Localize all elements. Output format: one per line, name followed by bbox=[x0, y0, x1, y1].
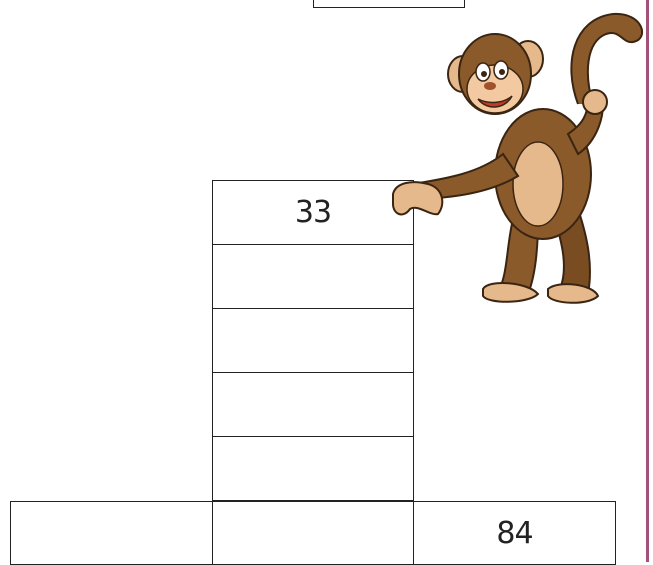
column-cell-4[interactable] bbox=[212, 372, 414, 437]
column-cell-1[interactable]: 33 bbox=[212, 180, 414, 245]
monkey-icon bbox=[388, 4, 648, 309]
base-cell-left[interactable] bbox=[10, 501, 213, 565]
column-cell-3[interactable] bbox=[212, 308, 414, 373]
base-cell-middle[interactable] bbox=[212, 501, 414, 565]
base-cell-right[interactable]: 84 bbox=[413, 501, 616, 565]
column-cell-5[interactable] bbox=[212, 436, 414, 501]
column-cell-2[interactable] bbox=[212, 244, 414, 309]
